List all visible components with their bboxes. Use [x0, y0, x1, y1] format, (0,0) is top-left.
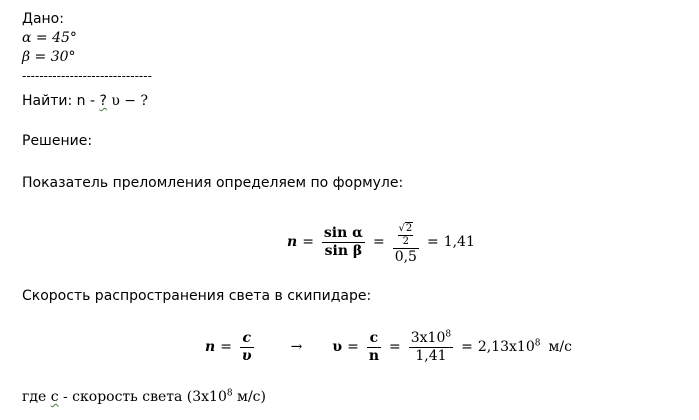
formula1-complex-numerator [396, 219, 415, 248]
solution-label: Решение: [22, 133, 93, 149]
formula2-num-exp: 8 [445, 328, 452, 339]
formula2-eq3: = [389, 339, 401, 355]
speed-note [22, 388, 266, 406]
find-question-mark: ? [99, 93, 107, 109]
formula2-den: 1,41 [415, 347, 447, 364]
formula2-cn-fraction [367, 330, 381, 365]
speed-text: Скорость распространения света в скипидаре: [22, 288, 372, 304]
speed-formula [205, 324, 572, 370]
formula2-value-fraction [409, 330, 453, 365]
formula2-numerator [409, 330, 453, 347]
formula1-value-fraction [393, 219, 419, 266]
formula1-n: n [287, 234, 298, 250]
formula2-result [478, 339, 541, 355]
given-alpha: α = 45° [22, 30, 77, 46]
find-prefix: Найти: n - [22, 93, 100, 109]
find-rest: υ − ? [106, 93, 148, 109]
note-exp: 8 [226, 388, 233, 399]
formula2-result-exp: 8 [534, 338, 541, 349]
formula2-n: n [205, 339, 216, 355]
formula2-eq1: = [220, 339, 232, 355]
formula2-v2: υ [332, 339, 343, 355]
formula2-eq2: = [347, 339, 359, 355]
formula1-eq2: = [372, 234, 385, 250]
note-prefix: где [22, 389, 51, 405]
find-line [22, 92, 148, 110]
formula1-sin-fraction [322, 225, 365, 260]
formula2-unit: м/с [548, 339, 572, 355]
formula1-half: 0,5 [394, 248, 417, 265]
formula2-num-base: 3x10 [410, 329, 446, 346]
formula1-eq3: = [426, 234, 439, 250]
formula1-two: 2 [402, 235, 409, 247]
formula2-arrow: → [290, 339, 303, 355]
formula2-result-base: 2,13x10 [477, 339, 535, 355]
formula2-eq4: = [461, 339, 473, 355]
formula1-sqrt: √2 [398, 222, 413, 234]
given-label: Дано: [22, 11, 64, 27]
formula2-c: c [242, 329, 252, 346]
note-suffix: м/с) [232, 389, 266, 405]
refraction-text: Показатель преломления определяем по формуле: [22, 175, 404, 191]
formula2-c2: c [369, 329, 379, 346]
formula2-cv-fraction [240, 330, 254, 365]
formula1-sin-beta: sin β [324, 242, 363, 259]
given-separator: ------------------------------ [22, 69, 152, 83]
formula1-sqrt-fraction [398, 223, 413, 248]
formula2-n2: n [368, 347, 380, 364]
formula2-v: υ [241, 347, 252, 364]
refraction-formula [287, 212, 475, 272]
formula1-result: 1,41 [443, 234, 475, 250]
note-mid: - скорость света (3x10 [58, 389, 227, 405]
formula1-sqrt-arg: 2 [405, 222, 413, 234]
note-c: с [50, 389, 59, 405]
formula1-sin-alpha: sin α [323, 224, 363, 241]
formula1-eq1: = [302, 234, 314, 250]
given-beta: β = 30° [22, 49, 76, 65]
